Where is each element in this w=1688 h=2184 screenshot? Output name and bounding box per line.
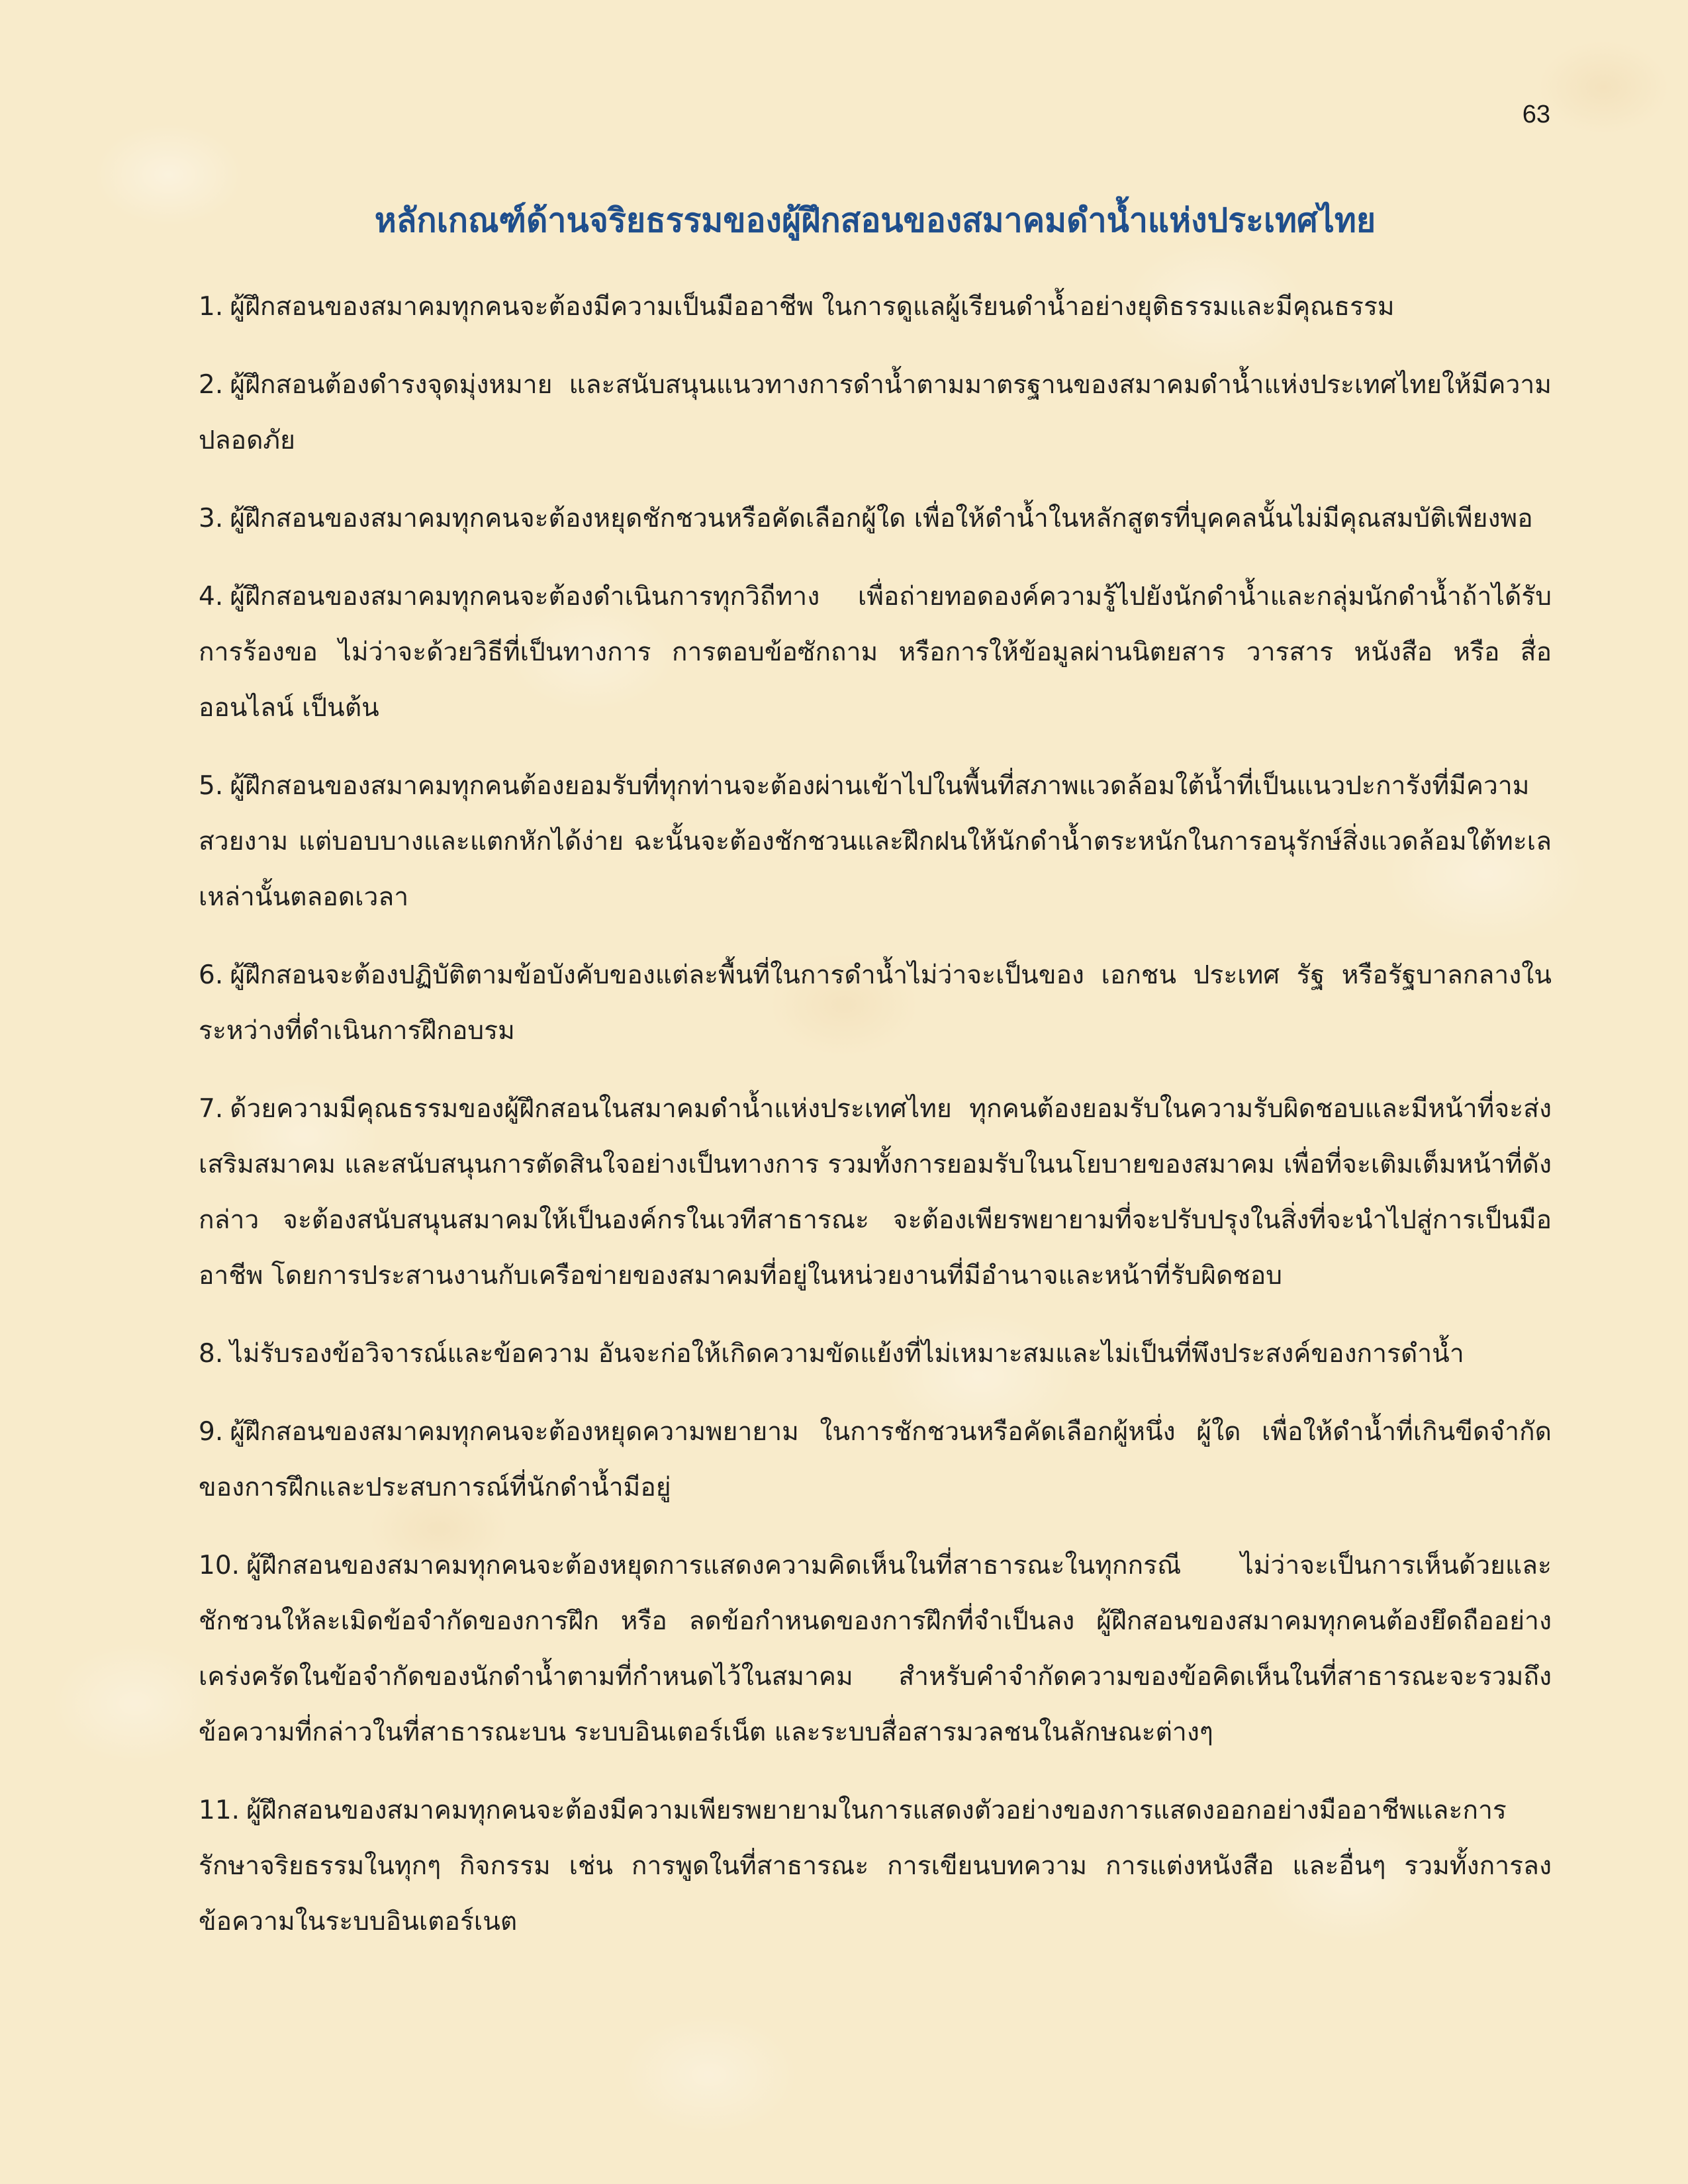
document-title: หลักเกณฑ์ด้านจริยธรรมของผู้ฝึกสอนของสมาคมดำน้ำแห่งประเทศไทย [374, 201, 1376, 240]
item-number: 5. [199, 771, 224, 801]
item-number: 8. [199, 1339, 224, 1369]
item-number: 9. [199, 1417, 224, 1447]
list-item [199, 1081, 1552, 1304]
list-item [199, 1783, 1552, 1950]
item-text: ผู้ฝึกสอนของสมาคมทุกคนจะต้องหยุดความพยายาม ในการชักชวนหรือคัดเลือกผู้หนึ่ง ผู้ใด เพื่อให้ดำน้ำที่เกินขีดจำกัดของการฝึกและประสบการณ์ที่นักดำน้ำมีอยู่ [199, 1417, 1552, 1502]
item-number: 7. [199, 1094, 224, 1124]
item-number: 3. [199, 504, 224, 533]
list-item [199, 357, 1552, 469]
item-text: ผู้ฝึกสอนของสมาคมทุกคนต้องยอมรับที่ทุกท่านจะต้องผ่านเข้าไปในพื้นที่สภาพแวดล้อมใต้น้ำที่เป็นแนวปะการังที่มีความสวยงาม แต่บอบบางและแตกหักได้ง่าย ฉะนั้นจะต้องชักชวนและฝึกฝนให้นักดำน้ำตระหนักในการอนุรักษ์สิ่งแวดล้อมใต้ทะเลเหล่านั้นตลอดเวลา [199, 771, 1552, 912]
document-body [199, 185, 1552, 1972]
item-text: ผู้ฝึกสอนของสมาคมทุกคนจะต้องหยุดการแสดงความคิดเห็นในที่สาธารณะในทุกกรณี ไม่ว่าจะเป็นการเห็นด้วยและชักชวนให้ละเมิดข้อจำกัดของการฝึก หรือ ลดข้อกำหนดของการฝึกที่จำเป็นลง ผู้ฝึกสอนของสมาคมทุกคนต้องยึดถืออย่างเคร่งครัดในข้อจำกัดของนักดำน้ำตามที่กำหนดไว้ในสมาคม สำหรับคำจำกัดความของข้อคิดเห็นในที่สาธารณะจะรวมถึงข้อความที่กล่าวในที่สาธารณะบน ระบบอินเตอร์เน็ต และระบบสื่อสารมวลชนในลักษณะต่างๆ [199, 1551, 1552, 1747]
item-number: 6. [199, 960, 224, 990]
item-text: ด้วยความมีคุณธรรมของผู้ฝึกสอนในสมาคมดำน้ำแห่งประเทศไทย ทุกคนต้องยอมรับในความรับผิดชอบและมีหน้าที่จะส่งเสริมสมาคม และสนับสนุนการตัดสินใจอย่างเป็นทางการ รวมทั้งการยอมรับในนโยบายของสมาคม เพื่อที่จะเติมเต็มหน้าที่ดังกล่าว จะต้องสนับสนุนสมาคมให้เป็นองค์กรในเวทีสาธารณะ จะต้องเพียรพยายามที่จะปรับปรุงในสิ่งที่จะนำไปสู่การเป็นมืออาชีพ โดยการประสานงานกับเครือข่ายของสมาคมที่อยู่ในหน่วยงานที่มีอำนาจและหน้าที่รับผิดชอบ [199, 1094, 1552, 1291]
item-text: ผู้ฝึกสอนของสมาคมทุกคนจะต้องมีความเป็นมืออาชีพ ในการดูแลผู้เรียนดำน้ำอย่างยุติธรรมและมีคุณธรรม [230, 292, 1395, 322]
page-number: 63 [1522, 101, 1550, 128]
item-text: ผู้ฝึกสอนของสมาคมทุกคนจะต้องหยุดชักชวนหรือคัดเลือกผู้ใด เพื่อให้ดำน้ำในหลักสูตรที่บุคคลนั้นไม่มีคุณสมบัติเพียงพอ [230, 504, 1533, 533]
item-text: ไม่รับรองข้อวิจารณ์และข้อความ อันจะก่อให้เกิดความขัดแย้งที่ไม่เหมาะสมและไม่เป็นที่พึงประสงค์ของการดำน้ำ [230, 1339, 1464, 1369]
item-text: ผู้ฝึกสอนต้องดำรงจุดมุ่งหมาย และสนับสนุนแนวทางการดำน้ำตามมาตรฐานของสมาคมดำน้ำแห่งประเทศไทยให้มีความปลอดภัย [199, 370, 1552, 455]
list-item [199, 758, 1552, 925]
list-item [199, 1538, 1552, 1760]
item-text: ผู้ฝึกสอนของสมาคมทุกคนจะต้องดำเนินการทุกวิถีทาง เพื่อถ่ายทอดองค์ความรู้ไปยังนักดำน้ำและกลุ่มนักดำน้ำถ้าได้รับการร้องขอ ไม่ว่าจะด้วยวิธีที่เป็นทางการ การตอบข้อซักถาม หรือการให้ข้อมูลผ่านนิตยสาร วารสาร หนังสือ หรือ สื่อออนไลน์ เป็นต้น [199, 582, 1552, 723]
item-text: ผู้ฝึกสอนของสมาคมทุกคนจะต้องมีความเพียรพยายามในการแสดงตัวอย่างของการแสดงออกอย่างมืออาชีพและการรักษาจริยธรรมในทุกๆ กิจกรรม เช่น การพูดในที่สาธารณะ การเขียนบทความ การแต่งหนังสือ และอื่นๆ รวมทั้งการลงข้อความในระบบอินเตอร์เนต [199, 1796, 1552, 1936]
list-item [199, 1404, 1552, 1516]
item-number: 11. [199, 1796, 240, 1825]
list-item [199, 279, 1552, 335]
list-item [199, 1326, 1552, 1382]
item-number: 10. [199, 1551, 240, 1580]
list-item [199, 491, 1552, 547]
list-item [199, 569, 1552, 736]
item-number: 1. [199, 292, 224, 322]
item-number: 4. [199, 582, 224, 612]
list-item [199, 948, 1552, 1059]
item-text: ผู้ฝึกสอนจะต้องปฏิบัติตามข้อบังคับของแต่ละพื้นที่ในการดำน้ำไม่ว่าจะเป็นของ เอกชน ประเทศ รัฐ หรือรัฐบาลกลางในระหว่างที่ดำเนินการฝึกอบรม [199, 960, 1552, 1046]
ethics-list [199, 279, 1552, 1950]
item-number: 2. [199, 370, 224, 400]
